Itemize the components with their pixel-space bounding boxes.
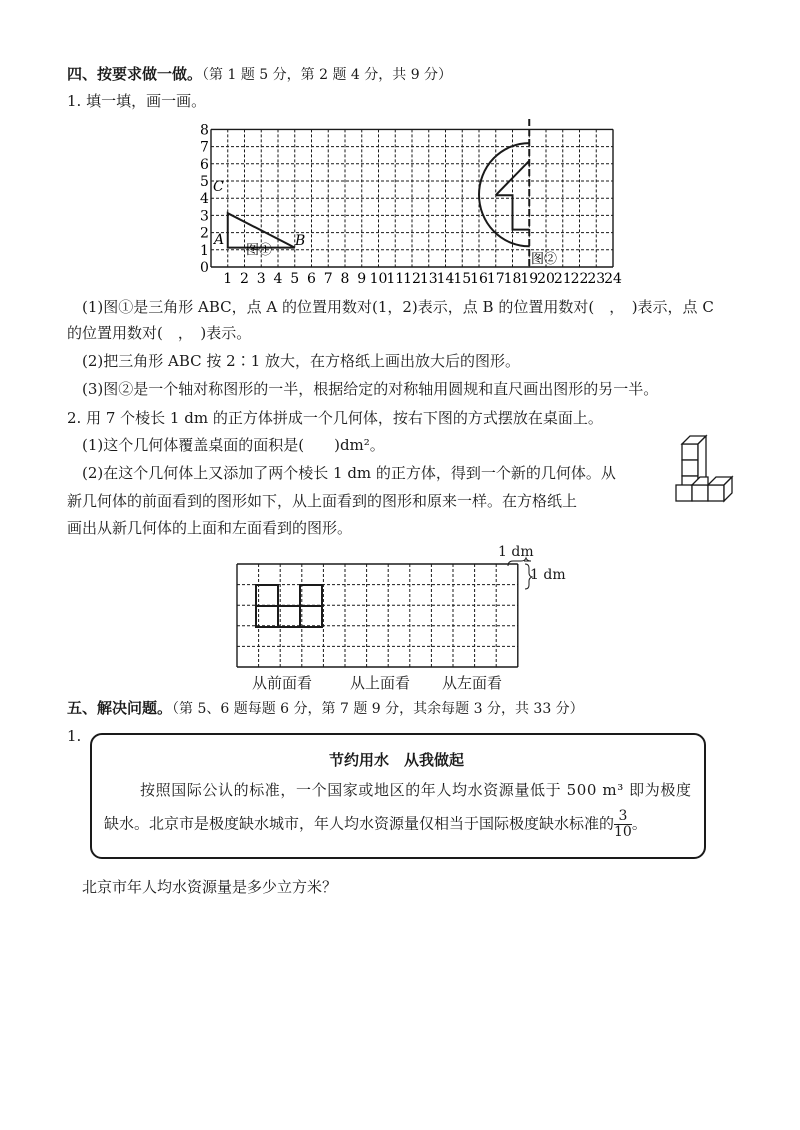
dimension-horizontal-label: 1 dm [498,544,534,560]
q1-part-1-line-2: 的位置用数对( ， )表示。 [67,324,252,342]
fraction-three-tenths [614,809,632,840]
point-b-label: B [295,233,306,249]
section-4-score-note: （第 1 题 5 分，第 2 题 4 分，共 9 分） [202,67,453,83]
q2-part-1: (1)这个几何体覆盖桌面的面积是( )dm²。 [82,436,385,454]
q2-part-2-line-3: 画出从新几何体的上面和左面看到的图形。 [67,519,353,537]
x-tick-label: 7 [323,271,333,285]
x-tick-label: 9 [357,271,367,285]
x-tick-label: 15 [453,271,472,285]
x-tick-label: 5 [290,271,300,285]
x-tick-label: 14 [436,271,455,285]
x-tick-label: 23 [587,271,606,285]
section-5-q1-question: 北京市年人均水资源量是多少立方米？ [82,878,338,896]
y-tick-label: 5 [200,174,209,190]
views-grid-lines [237,564,518,667]
coordinate-grid-figure [0,115,800,285]
x-tick-label: 20 [537,271,555,285]
q1-part-1-line-1: (1)图①是三角形 ABC，点 A 的位置用数对(1，2)表示，点 B 的位置用数对( ， )表示，点 C [82,298,714,316]
x-tick-label: 8 [340,271,350,285]
x-tick-label: 24 [604,271,622,285]
y-tick-label: 3 [200,208,209,225]
x-tick-label: 18 [503,271,522,285]
y-tick-label: 2 [200,225,209,242]
x-tick-label: 4 [273,271,283,285]
x-tick-label: 16 [470,271,488,285]
figure-2-half-shape [479,143,529,246]
x-tick-label: 3 [256,271,266,285]
view-front-label: 从前面看 [252,674,313,692]
section-5-title-text: 五、解决问题。 [67,699,173,717]
section-5-q1-number: 1. [67,727,82,745]
y-tick-label: 6 [200,156,209,173]
dimension-vertical-label: 1 dm [530,567,566,583]
y-tick-label: 1 [200,242,209,259]
reading-box-line-2 [104,809,647,840]
question-2-heading: 2. 用 7 个棱长 1 dm 的正方体拼成一个几何体，按右下图的方式摆放在桌面上。 [67,409,603,427]
view-top-label: 从上面看 [350,674,411,692]
x-tick-label: 12 [403,271,421,285]
y-tick-label: 0 [200,260,209,276]
x-tick-label: 17 [486,271,505,285]
x-tick-label: 6 [307,271,316,285]
reading-box-title: 节约用水 从我做起 [329,751,465,769]
q2-part-2-line-1: (2)在这个几何体上又添加了两个棱长 1 dm 的正方体，得到一个新的几何体。从 [82,464,616,482]
y-axis-tick-labels [200,122,209,276]
q2-part-2-line-2: 新几何体的前面看到的图形如下，从上面看到的图形和原来一样。在方格纸上 [67,492,578,510]
section-4-title-text: 四、按要求做一做。 [67,65,203,83]
x-axis-tick-labels [223,271,622,285]
figure-1-label: 图① [246,243,273,258]
q1-part-3: (3)图②是一个轴对称图形的一半，根据给定的对称轴用圆规和直尺画出图形的另一半。 [82,380,659,398]
y-tick-label: 7 [200,139,209,156]
figure-2-label: 图② [531,252,558,267]
x-tick-label: 11 [386,271,405,285]
reading-box-line-2-end: 。 [631,814,647,833]
front-view-figure [256,585,322,627]
x-tick-label: 10 [369,271,388,285]
section-5-title [67,697,584,718]
point-c-label: C [213,179,224,195]
reading-box [90,733,706,859]
x-tick-label: 1 [223,271,233,285]
x-tick-label: 21 [553,271,572,285]
x-tick-label: 22 [570,271,589,285]
section-4-title [67,63,452,84]
fraction-numerator: 3 [614,809,632,825]
x-tick-label: 19 [520,271,539,285]
section-5-score-note: （第 5、6 题每题 6 分，第 7 题 9 分，其余每题 3 分，共 33 分） [172,701,584,717]
x-tick-label: 13 [419,271,438,285]
point-a-label: A [214,232,225,248]
cube-stack-illustration [672,430,742,510]
views-drawing-grid [0,560,800,670]
view-left-label: 从左面看 [442,674,503,692]
question-1-heading: 1. 填一填，画一画。 [67,92,207,110]
reading-box-line-2-text: 缺水。北京市是极度缺水城市，年人均水资源量仅相当于国际极度缺水标准的 [104,814,615,833]
reading-box-line-1: 按照国际公认的标准，一个国家或地区的年人均水资源量低于 500 m³ 即为极度 [140,781,692,799]
q1-part-2: (2)把三角形 ABC 按 2∶1 放大，在方格纸上画出放大后的图形。 [82,352,521,370]
y-tick-label: 8 [200,122,209,139]
y-tick-label: 4 [200,191,209,208]
x-tick-label: 2 [240,271,249,285]
fraction-denominator: 10 [614,824,632,840]
